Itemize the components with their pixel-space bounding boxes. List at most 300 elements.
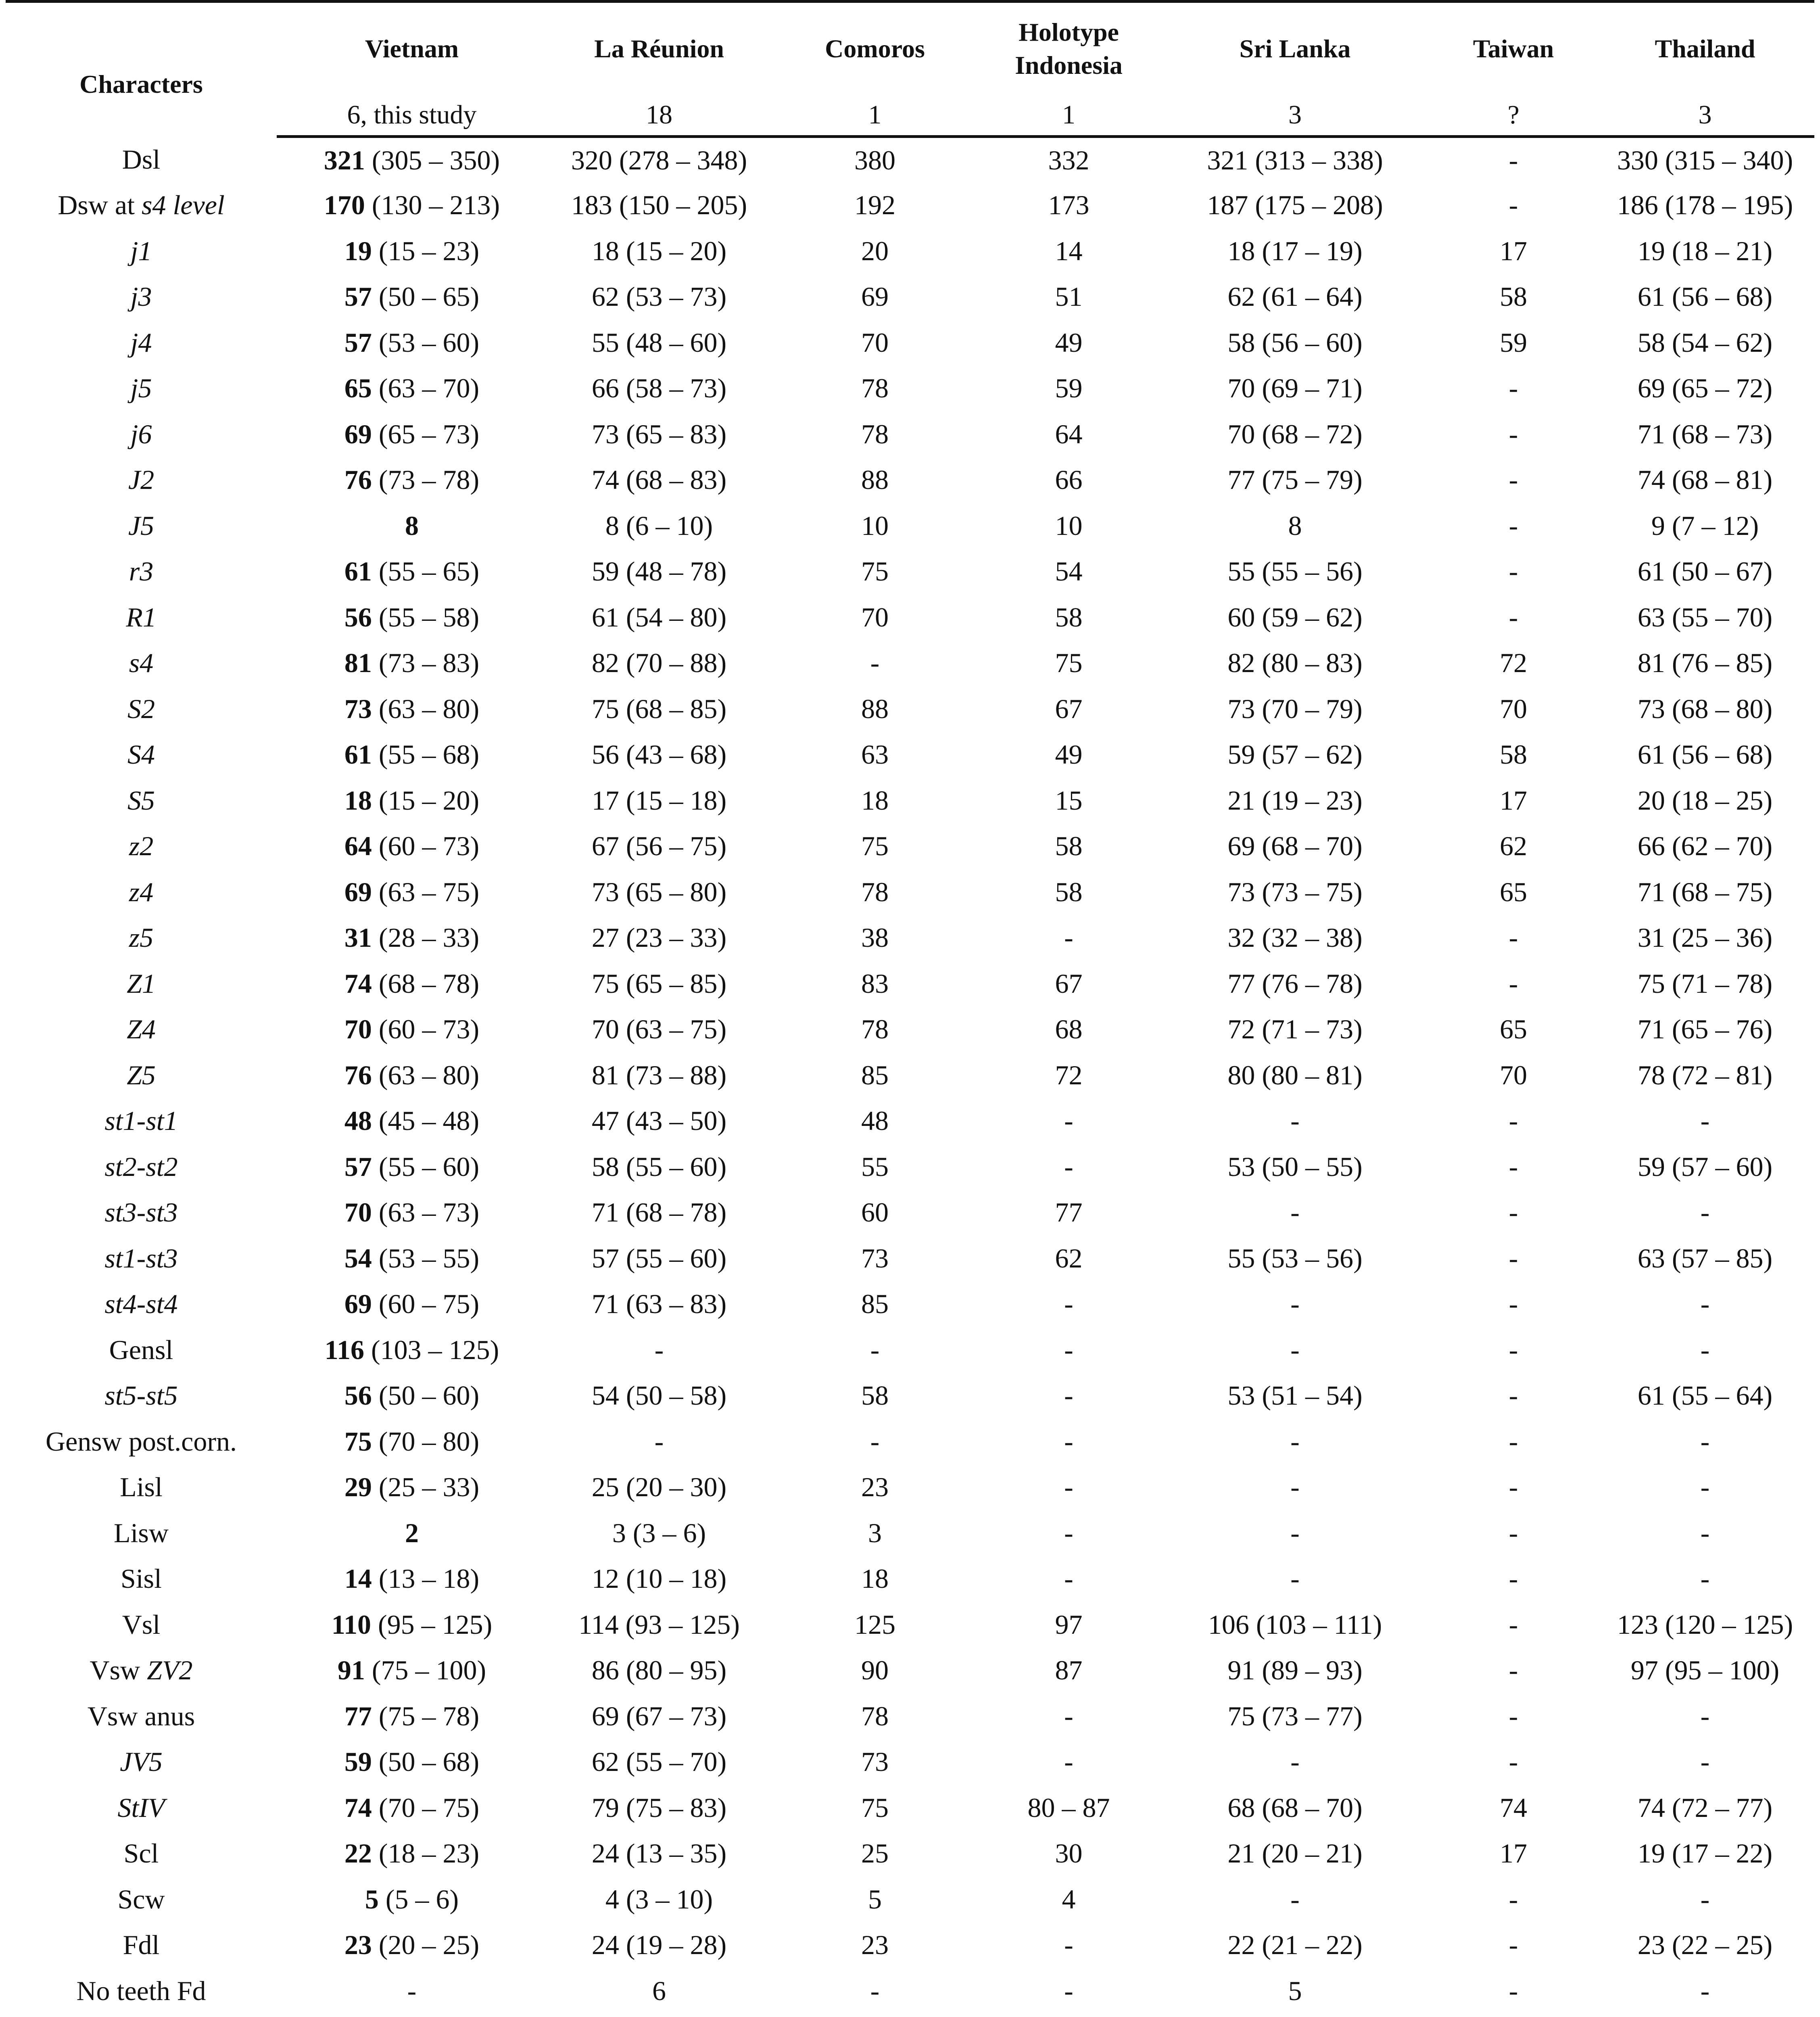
row-label-text: s4: [129, 647, 154, 679]
cell-thailand: -: [1700, 1288, 1710, 1320]
cell-thailand: 61 (55 – 64): [1637, 1380, 1773, 1411]
vietnam-range: (70 – 75): [372, 1792, 480, 1823]
row-label: [6, 1464, 277, 1510]
vietnam-mean: 73: [344, 693, 372, 724]
cell-la-reunion: 62 (55 – 70): [591, 1746, 727, 1777]
cell-sri-lanka: 5: [1288, 1975, 1302, 2006]
cell-vietnam: [277, 182, 547, 228]
cell-vietnam: [277, 1281, 547, 1327]
cell-la-reunion: 70 (63 – 75): [591, 1014, 727, 1045]
table-row: [6, 1510, 1814, 1556]
vietnam-mean: 75: [344, 1426, 372, 1457]
vietnam-mean: 57: [344, 281, 372, 312]
cell-vietnam: [277, 1236, 547, 1282]
cell-taiwan: 58: [1500, 739, 1527, 770]
cell-holotype: 72: [1055, 1059, 1083, 1090]
vietnam-mean: 76: [344, 1059, 372, 1090]
cell-holotype: -: [1064, 1975, 1073, 2006]
row-label-text: z5: [129, 922, 154, 953]
cell-thailand: -: [1700, 1334, 1710, 1365]
cell-comoros: 75: [861, 556, 889, 587]
cell-comoros: 78: [861, 1700, 889, 1731]
cell-comoros: 70: [861, 601, 889, 633]
col-header-holotype-indonesia: [979, 2, 1159, 95]
cell-sri-lanka: 68 (68 – 70): [1227, 1792, 1363, 1823]
cell-comoros: 63: [861, 739, 889, 770]
cell-holotype: 68: [1055, 1014, 1083, 1045]
cell-holotype: 77: [1055, 1197, 1083, 1228]
cell-vietnam: [277, 732, 547, 778]
cell-la-reunion: 183 (150 – 205): [571, 190, 747, 221]
cell-la-reunion: 12 (10 – 18): [591, 1563, 727, 1594]
cell-taiwan: -: [1509, 922, 1518, 953]
cell-la-reunion: 47 (43 – 50): [591, 1105, 727, 1136]
vietnam-mean: 76: [344, 464, 372, 495]
sample-size-vietnam: 6, this study: [277, 95, 547, 137]
cell-taiwan: [1431, 2014, 1596, 2017]
cell-la-reunion: [547, 2014, 771, 2017]
cell-holotype: -: [1064, 1105, 1073, 1136]
cell-sri-lanka: 8: [1288, 510, 1302, 541]
cell-taiwan: -: [1509, 1883, 1518, 1915]
vietnam-range: (53 – 60): [372, 327, 480, 358]
sample-size-thailand: 3: [1596, 95, 1814, 137]
cell-la-reunion: 59 (48 – 78): [591, 556, 727, 587]
row-label: [6, 1556, 277, 1602]
row-label-text: z4: [129, 876, 154, 907]
cell-holotype: 80 – 87: [1027, 1792, 1110, 1823]
cell-thailand: 59 (57 – 60): [1637, 1151, 1773, 1182]
row-label-text: Fdl: [123, 1929, 160, 1961]
cell-la-reunion: 69 (67 – 73): [591, 1700, 727, 1731]
vietnam-mean: 116: [324, 1334, 364, 1365]
vietnam-range: (63 – 80): [372, 693, 480, 724]
cell-comoros: 83: [861, 968, 889, 999]
row-label: [6, 411, 277, 457]
table-row: [6, 823, 1814, 869]
cell-taiwan: -: [1509, 1334, 1518, 1365]
vietnam-mean: 61: [344, 739, 372, 770]
vietnam-mean: 70: [344, 1014, 372, 1045]
cell-sri-lanka: -: [1290, 1334, 1300, 1365]
cell-thailand: 78 (72 – 81): [1637, 1059, 1773, 1090]
col-header-thailand: Thailand: [1596, 2, 1814, 95]
cell-sri-lanka: -: [1290, 1472, 1300, 1503]
table-row: [6, 1006, 1814, 1052]
cell-la-reunion: 74 (68 – 83): [591, 464, 727, 495]
table-row: [6, 1556, 1814, 1602]
cell-sri-lanka: 21 (19 – 23): [1227, 785, 1363, 816]
vietnam-range: (53 – 55): [372, 1242, 480, 1274]
cell-vietnam: [277, 1831, 547, 1877]
row-label-text: Z1: [127, 968, 156, 999]
cell-holotype: -: [1064, 1472, 1073, 1503]
cell-la-reunion: 73 (65 – 83): [591, 418, 727, 449]
cell-sri-lanka: 91 (89 – 93): [1227, 1655, 1363, 1686]
sample-size-la-reunion: 18: [547, 95, 771, 137]
table-row: [6, 1419, 1814, 1465]
vietnam-range: (103 – 125): [364, 1334, 499, 1365]
vietnam-mean: 170: [324, 190, 365, 221]
cell-sri-lanka: 72 (71 – 73): [1227, 1014, 1363, 1045]
cell-comoros: 125: [854, 1609, 895, 1640]
cell-la-reunion: 86 (80 – 95): [591, 1655, 727, 1686]
cell-vietnam: [277, 823, 547, 869]
row-label: [6, 1098, 277, 1144]
cell-thailand: 123 (120 – 125): [1617, 1609, 1793, 1640]
vietnam-mean: 56: [344, 601, 372, 633]
cell-sri-lanka: 106 (103 – 111): [1208, 1609, 1382, 1640]
row-label: [6, 274, 277, 320]
vietnam-mean: 69: [344, 1288, 372, 1320]
cell-taiwan: -: [1509, 1426, 1518, 1457]
cell-sri-lanka: 32 (32 – 38): [1227, 922, 1363, 953]
row-label-text: Vsl: [122, 1609, 161, 1640]
cell-comoros: 25: [861, 1838, 889, 1869]
cell-vietnam: [277, 1464, 547, 1510]
table-row: [6, 640, 1814, 686]
cell-sri-lanka: 55 (53 – 56): [1227, 1242, 1363, 1274]
cell-sri-lanka: 62 (61 – 64): [1227, 281, 1363, 312]
row-label-text: j1: [130, 235, 152, 266]
vietnam-range: (45 – 48): [372, 1105, 480, 1136]
vietnam-mean: 74: [344, 1792, 372, 1823]
cell-holotype: -: [1064, 922, 1073, 953]
cell-holotype: 87: [1055, 1655, 1083, 1686]
row-label-text: Z4: [127, 1014, 156, 1045]
row-label-italic-part: ZV2: [147, 1655, 193, 1686]
table-row: [6, 1190, 1814, 1236]
cell-vietnam: [277, 778, 547, 824]
cell-vietnam: [277, 365, 547, 411]
vietnam-range: (60 – 73): [372, 831, 480, 862]
cell-vietnam: [277, 1647, 547, 1693]
table-row: [6, 1464, 1814, 1510]
cell-thailand: 81 (76 – 85): [1637, 647, 1773, 679]
cell-la-reunion: 81 (73 – 88): [591, 1059, 727, 1090]
cell-thailand: 63 (55 – 70): [1637, 601, 1773, 633]
vietnam-mean: 48: [344, 1105, 372, 1136]
cell-sri-lanka: 53 (50 – 55): [1227, 1151, 1363, 1182]
cell-sri-lanka: 70 (69 – 71): [1227, 373, 1363, 404]
vietnam-range: (55 – 60): [372, 1151, 480, 1182]
cell-holotype: 14: [1055, 235, 1083, 266]
row-label-text: st1-st3: [104, 1242, 178, 1274]
cell-la-reunion: 73 (65 – 80): [591, 876, 727, 907]
cell-la-reunion: 25 (20 – 30): [591, 1472, 727, 1503]
cell-comoros: 18: [861, 785, 889, 816]
table-row: [6, 1922, 1814, 1968]
vietnam-range: (60 – 75): [372, 1288, 480, 1320]
row-label-text: r3: [129, 556, 154, 587]
cell-taiwan: -: [1509, 1242, 1518, 1274]
vietnam-range: (15 – 23): [372, 235, 480, 266]
vietnam-range: (63 – 80): [372, 1059, 480, 1090]
row-label: [6, 365, 277, 411]
row-label: [6, 1373, 277, 1419]
vietnam-range: (63 – 70): [372, 373, 480, 404]
cell-thailand: -: [1700, 1517, 1710, 1548]
cell-comoros: -: [870, 1975, 880, 2006]
cell-la-reunion: 4 (3 – 10): [605, 1883, 713, 1915]
cell-comoros: 75: [861, 831, 889, 862]
cell-sri-lanka: -: [1290, 1883, 1300, 1915]
table-row: [6, 595, 1814, 641]
cell-vietnam: [277, 1693, 547, 1739]
cell-taiwan: -: [1509, 1655, 1518, 1686]
header-row: [6, 2, 1814, 95]
cell-comoros: 85: [861, 1288, 889, 1320]
table-row: [6, 732, 1814, 778]
col-header-holotype-line1: Holotype: [1019, 18, 1119, 47]
table-row: [6, 778, 1814, 824]
cell-vietnam: [277, 1419, 547, 1465]
vietnam-mean: 59: [344, 1746, 372, 1777]
cell-vietnam: [277, 1739, 547, 1785]
cell-comoros: 18: [861, 1563, 889, 1594]
sample-size-comoros: 1: [771, 95, 979, 137]
cell-sri-lanka: 21 (20 – 21): [1227, 1838, 1363, 1869]
vietnam-range: (130 – 213): [365, 190, 500, 221]
row-label: [6, 823, 277, 869]
cell-comoros: 78: [861, 1014, 889, 1045]
measurements-table: [6, 0, 1814, 2017]
table-row: [6, 915, 1814, 961]
cell-sri-lanka: [1159, 2014, 1431, 2017]
vietnam-mean: 29: [344, 1472, 372, 1503]
sample-size-sri-lanka: 3: [1159, 95, 1431, 137]
row-label: [6, 503, 277, 549]
cell-taiwan: -: [1509, 1929, 1518, 1961]
table-row: [6, 1327, 1814, 1373]
cell-la-reunion: 6: [652, 1975, 666, 2006]
vietnam-range: (55 – 58): [372, 601, 480, 633]
cell-vietnam: [277, 549, 547, 595]
cell-comoros: 38: [861, 922, 889, 953]
vietnam-mean: 69: [344, 418, 372, 449]
sample-size-taiwan: ?: [1431, 95, 1596, 137]
cell-thailand: 74 (68 – 81): [1637, 464, 1773, 495]
cell-thailand: -: [1700, 1700, 1710, 1731]
cell-la-reunion: 320 (278 – 348): [571, 144, 747, 175]
cell-taiwan: -: [1509, 1609, 1518, 1640]
row-label: [6, 915, 277, 961]
row-label: [6, 228, 277, 274]
row-label-text: Dsl: [122, 144, 161, 175]
col-header-holotype-line2: Indonesia: [1015, 51, 1123, 80]
cell-holotype: 173: [1048, 190, 1089, 221]
row-label-text: j4: [130, 327, 152, 358]
vietnam-range: (20 – 25): [372, 1929, 480, 1961]
cell-taiwan: 62: [1500, 831, 1527, 862]
cell-la-reunion: 61 (54 – 80): [591, 601, 727, 633]
cell-sri-lanka: 22 (21 – 22): [1227, 1929, 1363, 1961]
row-label: [6, 1327, 277, 1373]
vietnam-mean: 2: [405, 1517, 419, 1548]
cell-sri-lanka: 58 (56 – 60): [1227, 327, 1363, 358]
cell-comoros: 3: [868, 1517, 882, 1548]
table-row: [6, 1693, 1814, 1739]
table-body: [6, 137, 1814, 2017]
cell-taiwan: -: [1509, 968, 1518, 999]
row-label: [6, 595, 277, 641]
vietnam-range: (73 – 83): [372, 647, 480, 679]
vietnam-range: (55 – 68): [372, 739, 480, 770]
cell-sri-lanka: 82 (80 – 83): [1227, 647, 1363, 679]
table-row: [6, 137, 1814, 183]
table-row: [6, 2014, 1814, 2017]
vietnam-range: (65 – 73): [372, 418, 480, 449]
cell-vietnam: [277, 1968, 547, 2014]
cell-taiwan: -: [1509, 418, 1518, 449]
cell-taiwan: 65: [1500, 1014, 1527, 1045]
vietnam-mean: 23: [344, 1929, 372, 1961]
cell-la-reunion: 3 (3 – 6): [612, 1517, 706, 1548]
cell-thailand: 75 (71 – 78): [1637, 968, 1773, 999]
cell-vietnam: [277, 137, 547, 183]
row-label-text: Lisw: [114, 1517, 169, 1548]
vietnam-range: (18 – 23): [372, 1838, 480, 1869]
cell-la-reunion: 82 (70 – 88): [591, 647, 727, 679]
cell-comoros: 60: [861, 1197, 889, 1228]
cell-thailand: 71 (68 – 73): [1637, 418, 1773, 449]
vietnam-range: (73 – 78): [372, 464, 480, 495]
table-row: [6, 320, 1814, 366]
cell-taiwan: -: [1509, 1563, 1518, 1594]
vietnam-range: (305 – 350): [365, 144, 500, 175]
cell-vietnam: [277, 915, 547, 961]
row-label: [6, 137, 277, 183]
cell-comoros: 55: [861, 1151, 889, 1182]
row-label-text: StIV: [117, 1792, 165, 1823]
table-row: [6, 686, 1814, 732]
cell-comoros: 85: [861, 1059, 889, 1090]
cell-thailand: 61 (56 – 68): [1637, 739, 1773, 770]
cell-vietnam: [277, 1922, 547, 1968]
cell-sri-lanka: 53 (51 – 54): [1227, 1380, 1363, 1411]
cell-comoros: 78: [861, 876, 889, 907]
cell-la-reunion: 24 (13 – 35): [591, 1838, 727, 1869]
vietnam-mean: 57: [344, 327, 372, 358]
cell-taiwan: -: [1509, 601, 1518, 633]
cell-holotype: -: [1064, 1334, 1073, 1365]
cell-vietnam: [277, 1327, 547, 1373]
table-row: [6, 503, 1814, 549]
cell-holotype: [979, 2014, 1159, 2017]
cell-taiwan: 17: [1500, 785, 1527, 816]
cell-thailand: 71 (68 – 75): [1637, 876, 1773, 907]
cell-holotype: -: [1064, 1288, 1073, 1320]
row-label-text: Gensl: [109, 1334, 173, 1365]
cell-comoros: 88: [861, 693, 889, 724]
cell-thailand: 69 (65 – 72): [1637, 373, 1773, 404]
row-label: [6, 1922, 277, 1968]
cell-vietnam: [277, 411, 547, 457]
vietnam-range: (5 – 6): [378, 1883, 459, 1915]
row-label-text: Z5: [127, 1059, 156, 1090]
cell-la-reunion: 66 (58 – 73): [591, 373, 727, 404]
cell-thailand: 58 (54 – 62): [1637, 327, 1773, 358]
cell-taiwan: -: [1509, 1472, 1518, 1503]
cell-la-reunion: 8 (6 – 10): [605, 510, 713, 541]
cell-sri-lanka: 77 (76 – 78): [1227, 968, 1363, 999]
cell-vietnam: [277, 1785, 547, 1831]
cell-la-reunion: 58 (55 – 60): [591, 1151, 727, 1182]
cell-la-reunion: 62 (53 – 73): [591, 281, 727, 312]
cell-la-reunion: -: [654, 1426, 664, 1457]
cell-holotype: -: [1064, 1563, 1073, 1594]
table-row: [6, 961, 1814, 1007]
row-label: [6, 320, 277, 366]
cell-taiwan: -: [1509, 1197, 1518, 1228]
vietnam-mean: 321: [324, 144, 365, 175]
cell-la-reunion: -: [654, 1334, 664, 1365]
cell-holotype: -: [1064, 1517, 1073, 1548]
row-label: [6, 732, 277, 778]
cell-holotype: 15: [1055, 785, 1083, 816]
cell-holotype: 58: [1055, 876, 1083, 907]
cell-la-reunion: 75 (68 – 85): [591, 693, 727, 724]
cell-holotype: 10: [1055, 510, 1083, 541]
cell-thailand: -: [1700, 1975, 1710, 2006]
cell-taiwan: 17: [1500, 1838, 1527, 1869]
row-label-text: st2-st2: [104, 1151, 178, 1182]
cell-comoros: 23: [861, 1472, 889, 1503]
cell-vietnam: [277, 228, 547, 274]
table-row: [6, 365, 1814, 411]
table-row: [6, 182, 1814, 228]
cell-thailand: [1596, 2014, 1814, 2017]
cell-taiwan: 70: [1500, 693, 1527, 724]
cell-thailand: -: [1700, 1105, 1710, 1136]
cell-vietnam: [277, 2014, 547, 2017]
cell-holotype: 67: [1055, 968, 1083, 999]
cell-thailand: 9 (7 – 12): [1651, 510, 1759, 541]
row-label-text: R1: [126, 601, 157, 633]
table-row: [6, 1098, 1814, 1144]
cell-holotype: 97: [1055, 1609, 1083, 1640]
cell-comoros: 75: [861, 1792, 889, 1823]
vietnam-range: (15 – 20): [372, 785, 480, 816]
cell-comoros: 48: [861, 1105, 889, 1136]
vietnam-mean: 54: [344, 1242, 372, 1274]
cell-sri-lanka: 80 (80 – 81): [1227, 1059, 1363, 1090]
row-label: [6, 1968, 277, 2014]
table-row: [6, 1052, 1814, 1098]
vietnam-mean: 14: [344, 1563, 372, 1594]
cell-holotype: 62: [1055, 1242, 1083, 1274]
cell-holotype: 49: [1055, 739, 1083, 770]
cell-thailand: 97 (95 – 100): [1630, 1655, 1780, 1686]
cell-taiwan: -: [1509, 1288, 1518, 1320]
vietnam-mean: 81: [344, 647, 372, 679]
cell-thailand: -: [1700, 1426, 1710, 1457]
row-label-text: Scw: [117, 1883, 165, 1915]
vietnam-range: (63 – 75): [372, 876, 480, 907]
cell-sri-lanka: 187 (175 – 208): [1207, 190, 1383, 221]
vietnam-range: (70 – 80): [372, 1426, 480, 1457]
row-label-text: st4-st4: [104, 1288, 178, 1320]
cell-vietnam: [277, 640, 547, 686]
row-label-text: j5: [130, 373, 152, 404]
cell-holotype: 75: [1055, 647, 1083, 679]
vietnam-range: (75 – 78): [372, 1700, 480, 1731]
cell-thailand: 66 (62 – 70): [1637, 831, 1773, 862]
cell-comoros: 90: [861, 1655, 889, 1686]
table-row: [6, 457, 1814, 503]
cell-vietnam: [277, 961, 547, 1007]
row-label: [6, 640, 277, 686]
